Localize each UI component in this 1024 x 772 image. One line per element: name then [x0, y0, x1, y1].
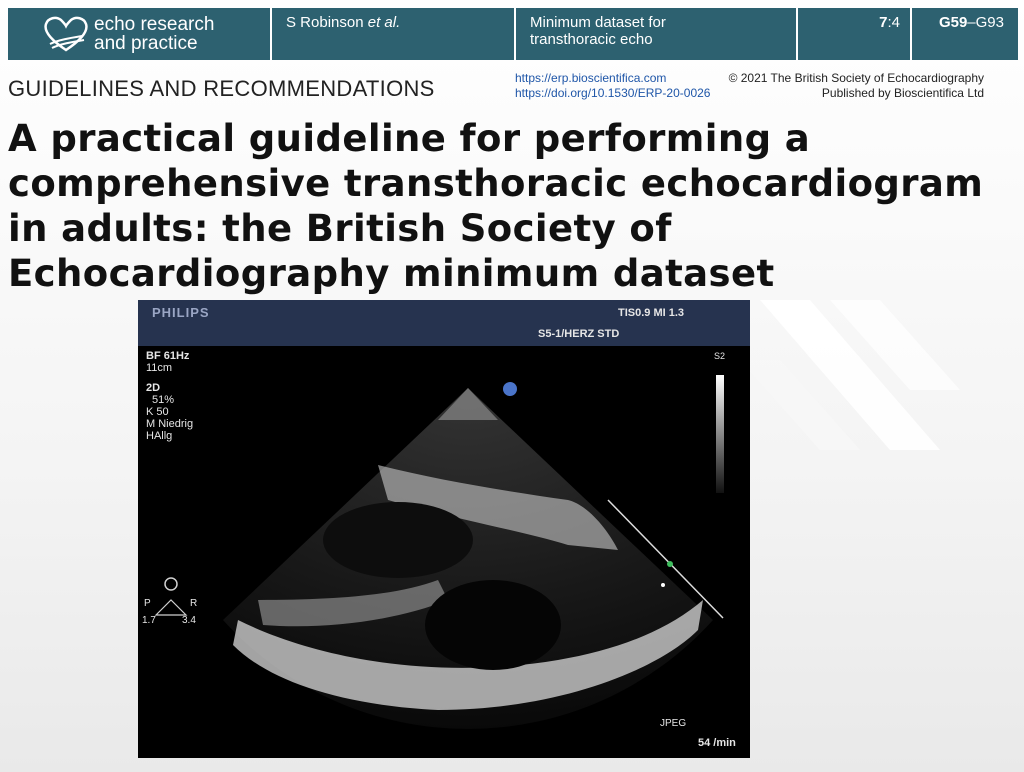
echo-format: JPEG — [660, 718, 687, 729]
issue-number: :4 — [887, 14, 900, 31]
volume-number: 7 — [879, 14, 888, 31]
echo-p-value: 1.7 — [142, 615, 156, 626]
echo-r-label: R — [190, 598, 198, 609]
echo-frame-rate: BF 61Hz — [146, 350, 190, 362]
article-title: A practical guideline for performing a comprehensive transthoracic echocardiogram in adults: the British Society of Echocardiography minimum dataset — [8, 117, 984, 295]
heart-logo-icon — [42, 14, 90, 54]
site-link[interactable]: https://erp.bioscientifica.com — [515, 71, 667, 85]
page-end: –G93 — [967, 14, 1004, 31]
topic-line1: Minimum dataset for — [530, 14, 666, 31]
echo-tis-mi: TIS0.9 MI 1.3 — [618, 307, 685, 319]
pages-cell — [910, 8, 1018, 60]
echo-heart-rate: 54 /min — [698, 737, 736, 749]
echo-scan-graphic — [138, 300, 750, 758]
journal-logo[interactable] — [8, 8, 270, 60]
logo-text-line1: echo research — [94, 14, 215, 35]
copyright-line2: Published by Bioscientifica Ltd — [821, 86, 984, 100]
article-links — [515, 71, 710, 101]
volume-cell — [796, 8, 910, 60]
echo-r-value: 3.4 — [182, 615, 196, 626]
echo-brand: PHILIPS — [152, 305, 210, 320]
author-cell — [270, 8, 514, 60]
echo-m: M Niedrig — [146, 418, 194, 430]
copyright-notice — [729, 71, 984, 101]
echo-mode: 2D — [146, 382, 161, 394]
doi-link[interactable]: https://doi.org/10.1530/ERP-20-0026 — [515, 86, 711, 100]
echo-scale-label: S2 — [714, 351, 726, 361]
echocardiogram-image — [138, 300, 750, 758]
echo-gain: 51% — [152, 394, 175, 406]
echo-h: HAllg — [146, 430, 173, 442]
page-start: G59 — [938, 14, 968, 31]
author-etal: et al. — [367, 14, 401, 31]
topic-line2: transthoracic echo — [530, 31, 653, 48]
topic-cell — [514, 8, 796, 60]
author-name: S Robinson — [286, 14, 364, 31]
echo-depth: 11cm — [146, 362, 173, 374]
echo-p-label: P — [144, 598, 151, 609]
copyright-line1: © 2021 The British Society of Echocardiography — [728, 71, 984, 85]
echo-k: K 50 — [146, 406, 169, 418]
logo-text-line2: and practice — [94, 33, 198, 54]
journal-header-bar — [8, 8, 1018, 60]
section-label: GUIDELINES AND RECOMMENDATIONS — [8, 76, 435, 101]
echo-probe: S5-1/HERZ STD — [538, 328, 620, 340]
